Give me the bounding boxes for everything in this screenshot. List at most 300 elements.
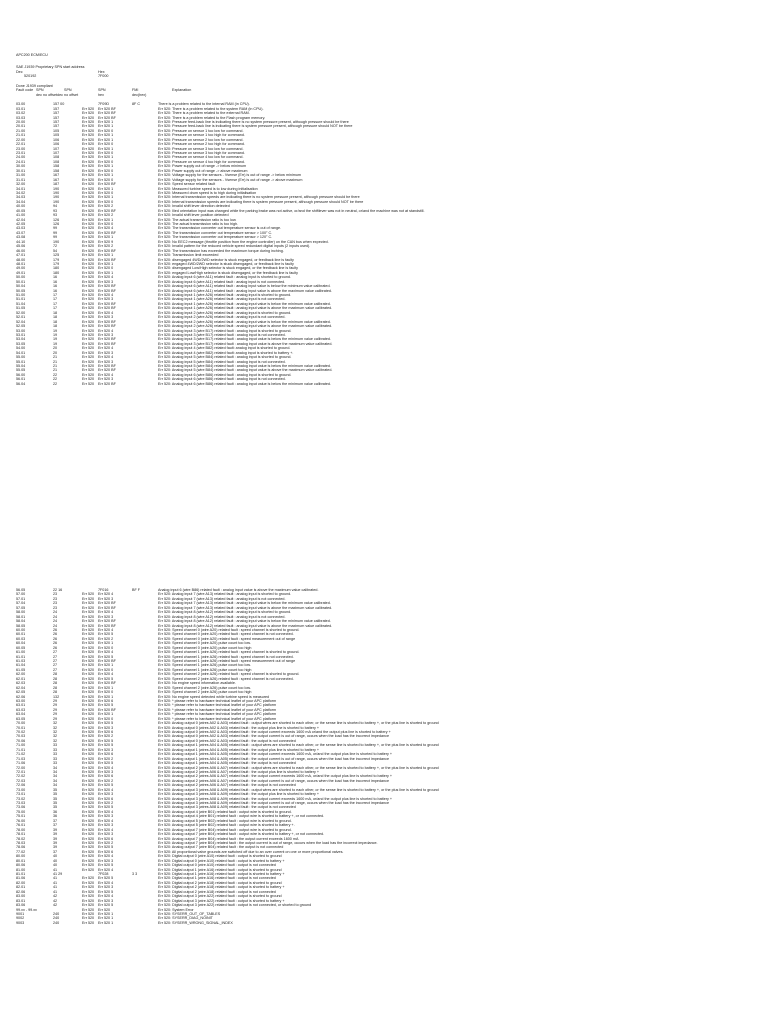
spn-dec-cell: 27 — [53, 650, 58, 655]
explanation-cell: Err 520: System Error — [158, 907, 194, 912]
spn-dec-cell: 190 — [53, 190, 60, 195]
fault-code-cell: 34.02 — [16, 190, 26, 195]
explanation-cell: Err 520: * please refer to hardware technical leaflet of your APC platform — [158, 716, 277, 721]
spn-hex-cell: Err 520 BF — [98, 368, 116, 373]
fault-code-cell: 9003 — [16, 920, 25, 925]
spn-dec-cell: 125 — [53, 253, 60, 258]
spn-hex-cell: Err 520 1 — [98, 261, 114, 266]
fault-code-cell: 56.05 — [16, 588, 26, 592]
spn-hex-cell: Err 520 5 — [98, 889, 114, 894]
fault-code-cell: 82.01 — [16, 885, 26, 890]
spn-col-cell: Err 520 — [82, 337, 95, 342]
fault-code-cell: 71.02 — [16, 752, 26, 757]
explanation-cell: Err 520: Analog input 8 (wire A12) related fault : analog input value is above the maximum value calibrated. — [158, 623, 333, 628]
spn-dec-cell: 105 — [53, 128, 60, 133]
spn-hex-cell: Err 520 BF — [98, 182, 116, 187]
fault-code-cell: 61.05 — [16, 667, 26, 672]
spn-hex-cell: Err 520 BF — [98, 337, 116, 342]
spn-hex-cell: Err 520 3 — [98, 885, 114, 890]
explanation-cell: Err 520: Analog input 4 (wire B82) related fault: analog input is shorted to ground. — [158, 346, 291, 351]
spn-hex-cell: 7F09D — [98, 102, 110, 107]
spn-col-cell: Err 520 — [82, 845, 95, 850]
fault-code-cell: 63.00 — [16, 698, 26, 703]
spn-col-cell: Err 520 — [82, 128, 95, 133]
fault-code-cell: 61.01 — [16, 654, 26, 659]
fault-code-cell: 48.01 — [16, 261, 26, 266]
spn-col-cell: Err 520 — [82, 898, 95, 903]
spn-col-cell: Err 520 — [82, 801, 95, 805]
spn-col-cell: Err 520 — [82, 315, 95, 320]
spn-dec-cell: 28 — [53, 672, 58, 677]
spn-col-cell: Err 520 — [82, 592, 95, 597]
spn-dec-cell: 21 — [53, 364, 58, 368]
spn-dec-cell: 35 — [53, 796, 58, 801]
fault-code-cell: 53.04 — [16, 337, 26, 342]
spn-col-cell: Err 520 — [82, 190, 95, 195]
explanation-cell: Err 520: Analog output 3 (wires A08 & A09) related fault : the output current is out of range, occurs when the load has the incorrect impedance — [158, 801, 390, 805]
fault-code-cell: 53.00 — [16, 328, 26, 333]
fault-code-cell: 75.01 — [16, 814, 26, 819]
spn-col-cell: Err 520 — [82, 672, 95, 677]
address-values: 520192 7F000 — [24, 74, 109, 79]
fault-code-cell: 62.05 — [16, 690, 26, 695]
spn-dec-cell: 35 — [53, 805, 58, 810]
spn-hex-cell: Err 520 4 — [98, 787, 114, 792]
spn-col-cell: Err 520 — [82, 814, 95, 819]
spn-dec-cell: 17 — [53, 297, 58, 302]
spn-hex-cell: Err 520 4 — [98, 226, 114, 231]
spn-dec-cell: 39 — [53, 845, 58, 850]
spn-hex-cell: Err 520 1 — [98, 235, 114, 240]
explanation-cell: Err 520: Pressure feed-back line is indicating there is no system pressure present, although pressure should be there — [158, 119, 349, 124]
document-title: APC200 ECM/ECU — [16, 53, 48, 57]
spn-dec-cell: 21 — [53, 368, 58, 373]
explanation-cell: There is a problem related to the internal RAM (in CPU). — [158, 102, 250, 107]
fault-code-cell: 55.05 — [16, 368, 26, 373]
spn-col-cell: Err 520 — [82, 239, 95, 244]
explanation-cell: Err 520: * please refer to hardware technical leaflet of your APC platform — [158, 707, 277, 712]
spn-dec-cell: 18 — [53, 315, 58, 320]
explanation-cell: Err 520: Pressure on sensor 4 too low for command. — [158, 155, 244, 160]
spn-hex-cell: Err 520 BF — [98, 106, 116, 111]
explanation-cell: Err 520: Digital output 1 (wire A16) related fault : output is shorted to battery + — [158, 872, 285, 876]
explanation-cell: Err 520: Analog output 0 (wires A02 & A03) related fault : the output plus line is shorted to battery + — [158, 725, 320, 730]
spn-dec-cell: 17 — [53, 293, 58, 297]
spn-col-cell: Err 520 — [82, 867, 95, 872]
explanation-cell: Err 520: disengaged Low/High selector is stuck engaged, or the feedback line is faulty — [158, 266, 299, 271]
explanation-cell: Err 520: Analog output 1 (wires A04 & A05) related fault : the output plus line is shorted to battery + — [158, 747, 320, 752]
spn-col-cell: Err 520 — [82, 364, 95, 368]
spn-hex-cell: Err 520 4 — [98, 867, 114, 872]
explanation-cell: Err 520: Analog output 0 (wires A02 & A03) related fault : the output current is out of range, occurs when the load has the incorrect impedance — [158, 734, 390, 739]
explanation-cell: Err 520: Power supply out of range -> below minimum — [158, 164, 247, 169]
spn-dec-cell: 27 — [53, 663, 58, 668]
spn-hex-cell: Err 520 3 — [98, 792, 114, 797]
explanation-cell: Err 520: Speed channel 0 (wire A20) related fault : speed channel is not connected. — [158, 632, 294, 637]
spn-col-cell: Err 520 — [82, 694, 95, 699]
fault-code-cell: 56.04 — [16, 381, 26, 386]
spn-col-cell: Err 520 — [82, 324, 95, 329]
explanation-cell: Err 520: Digital output 2 (wire A18) related fault : output is not connected — [158, 889, 276, 894]
fault-code-cell: 50.00 — [16, 275, 26, 280]
fault-code-cell: 52.01 — [16, 315, 26, 320]
explanation-cell: Err 520: Digital output 3 (wire A22) related fault : output is not connected, or shorted to ground — [158, 903, 312, 908]
fault-code-cell: 57.01 — [16, 596, 26, 601]
spn-hex-cell: Err 520 6 — [98, 849, 114, 854]
document-page-top — [0, 52, 768, 386]
explanation-cell: Err 520: All proportional valve grounds are switched off due to an over current on one or more proportional valves. — [158, 849, 344, 854]
explanation-cell: Err 520: Pressure on sensor 1 too low for command. — [158, 128, 244, 133]
fault-code-cell: 44.10 — [16, 239, 26, 244]
spn-col-cell: Err 520 — [82, 381, 95, 386]
explanation-cell: Err 520: Pressure on sensor 1 too high for command. — [158, 133, 245, 138]
spn-col-cell: Err 520 — [82, 341, 95, 346]
spn-hex-cell: Err 520 4 — [98, 818, 114, 823]
spn-col-cell: Err 520 — [82, 355, 95, 360]
spn-dec-cell: 40 — [53, 858, 58, 863]
spn-hex-cell: Err 520 4 — [98, 894, 114, 899]
spn-dec-cell: 190 — [53, 186, 60, 191]
spn-hex-cell: Err 520 1 — [98, 137, 114, 142]
spn-dec-cell: 40 — [53, 854, 58, 859]
spn-dec-cell: 158 — [53, 168, 60, 173]
explanation-cell: Err 520: Analog input 6 (wire A11) related fault : analog input is shorted to ground. — [158, 275, 291, 280]
fault-code-cell: 78.03 — [16, 840, 26, 845]
spn-hex-cell: Err 520 BF — [98, 230, 116, 235]
spn-hex-cell: Err 520 3 — [98, 279, 114, 284]
spn-hex-cell: Err 520 4 — [98, 310, 114, 315]
explanation-cell: Err 520: Analog output 3 (wires A08 & A09) related fault : output wires are shorted to each other, or the sense line is shorted to battery +, or the plus line is shorted to ground — [158, 787, 439, 792]
fault-code-cell: 55.01 — [16, 359, 26, 364]
explanation-cell: Err 520: Speed channel 0 (wire A20) related fault : speed channel is shorted to ground. — [158, 627, 300, 632]
fault-code-cell: 57.00 — [16, 592, 26, 597]
spn-col-cell: Err 520 — [82, 849, 95, 854]
spn-col-cell: Err 520 — [82, 173, 95, 178]
spn-col-cell: Err 520 — [82, 106, 95, 111]
spn-hex-cell: Err 520 BF — [98, 341, 116, 346]
spn-dec-cell: 32 — [53, 730, 58, 734]
explanation-cell: Err 520: Analog input 1 (wire A26) related fault : analog input is not connected. — [158, 297, 286, 302]
spn-col-cell: Err 520 — [82, 359, 95, 364]
spn-dec-cell: 179 — [53, 261, 60, 266]
spn-hex-cell: Err 520 3 — [98, 898, 114, 903]
fault-code-cell: 78.01 — [16, 832, 26, 837]
explanation-cell: Err 520: The transmission converter out temperature sensor > 120° C. — [158, 235, 273, 240]
spn-dec-cell: 157 — [53, 119, 60, 124]
spn-col-cell: Err 520 — [82, 796, 95, 801]
spn-col-cell: Err 520 — [82, 137, 95, 142]
fault-code-cell: 24.00 — [16, 155, 26, 160]
spn-hex-cell: Err 520 BF — [98, 623, 116, 628]
explanation-cell: Err 520: Analog input 3 (wire B17) related fault : analog input value is below the minimum value calibrated. — [158, 337, 331, 342]
fault-code-cell: 78.06 — [16, 845, 26, 850]
explanation-cell: Err 520: Analog output 7 (wire B04) related fault : the output current is out of range, occurs when the load has the incorrect impedance. — [158, 840, 378, 845]
explanation-cell: Err 520: engaged 4WD/2WD selector is stuck disengaged, or feedback line is faulty — [158, 261, 294, 266]
spn-col-cell: Err 520 — [82, 244, 95, 249]
spn-dec-cell: 26 — [53, 645, 58, 650]
spn-col-cell: Err 520 — [82, 627, 95, 632]
spn-dec-cell: 33 — [53, 756, 58, 761]
spn-col-cell: Err 520 — [82, 636, 95, 641]
spn-hex-cell: Err 520 1 — [98, 217, 114, 222]
spn-hex-cell: Err 520 0 — [98, 168, 114, 173]
explanation-cell: Err 520: Analog input 6 (wire B86) related fault : analog input is not connected. — [158, 377, 286, 382]
explanation-cell: Err 520: Analog output 3 (wires A08 & A09) related fault : the output is not connected — [158, 805, 296, 810]
spn-dec-cell: 28 — [53, 681, 58, 686]
spn-dec-cell: 22 — [53, 381, 58, 386]
explanation-cell: Err 520: Measured turbine speed is to low during initialisation — [158, 186, 258, 191]
spn-hex-cell: Err 520 4 — [98, 328, 114, 333]
spn-hex-cell: Err 520 1 — [98, 173, 114, 178]
spn-col-cell: Err 520 — [82, 663, 95, 668]
explanation-cell: Err 520: Analog output 7 (wire B04) related fault : the output is not connected — [158, 845, 284, 850]
spn-dec-cell: 32 — [53, 721, 58, 726]
fault-code-cell: 72.02 — [16, 774, 26, 779]
spn-hex-cell: Err 520 5 — [98, 743, 114, 748]
spn-dec-cell: 37 — [53, 849, 58, 854]
explanation-cell: Err 520: There is a problem related to the external RAM. — [158, 111, 250, 116]
spn-dec-cell: 157 00 — [53, 102, 65, 107]
spn-hex-cell: Err 520 0 — [98, 159, 114, 164]
explanation-cell: Err 520: Pressure on sensor 3 too low for command. — [158, 146, 244, 151]
spn-hex-cell: Err 520 1 — [98, 119, 114, 124]
spn-col-cell: Err 520 — [82, 297, 95, 302]
spn-col-cell: Err 520 — [82, 115, 95, 120]
spn-dec-cell: 190 — [53, 195, 60, 200]
spn-hex-cell: Err 520 9 — [98, 239, 114, 244]
fault-code-cell: 71.03 — [16, 756, 26, 761]
spn-hex-cell: Err 520 BF — [98, 659, 116, 663]
fault-code-cell: 56.00 — [16, 372, 26, 377]
spn-col-cell: Err 520 — [82, 765, 95, 770]
spn-col-cell: Err 520 — [82, 716, 95, 721]
explanation-cell: Err 520: Voltage supply for the sensors - Vsense (Err) is out of range -> above maximum — [158, 177, 303, 182]
fault-code-cell: 78.00 — [16, 827, 26, 832]
column-subheaders: dec no offsetdec no offset hex dec(hex) — [36, 92, 147, 97]
table-row — [0, 921, 768, 925]
fault-code-cell: 50.05 — [16, 288, 26, 293]
explanation-cell: Err 520: Analog output 0 (wires A02 & A03) related fault : the output is not connected — [158, 738, 296, 743]
spn-hex-cell: Err 520 3 — [98, 614, 114, 619]
spn-dec-cell: 24 — [53, 610, 58, 615]
fault-code-cell: 76.01 — [16, 823, 26, 828]
spn-dec-cell: 20 — [53, 350, 58, 355]
spn-col-cell: Err 520 — [82, 832, 95, 837]
explanation-cell: Err 520: Digital output 2 (wire A18) related fault : output is shorted to battery + — [158, 885, 285, 890]
explanation-cell: Err 520: Analog input 8 (wire A12) related fault : analog input value is below the minimum value calibrated. — [158, 619, 331, 624]
spn-dec-cell: 27 — [53, 654, 58, 659]
spn-dec-cell: 23 — [53, 601, 58, 606]
spn-dec-cell: 26 — [53, 641, 58, 646]
spn-col-cell: Err 520 — [82, 725, 95, 730]
spn-col-cell: Err 520 — [82, 761, 95, 766]
spn-dec-cell: 37 — [53, 823, 58, 828]
spn-dec-cell: 126 — [53, 222, 60, 226]
spn-dec-cell: 158 — [53, 164, 60, 169]
fault-code-cell: 82.06 — [16, 889, 26, 894]
spn-col-cell: Err 520 — [82, 248, 95, 253]
spn-hex-cell: Err 520 BF — [98, 319, 116, 324]
spn-dec-cell: 23 — [53, 605, 58, 610]
fault-code-cell: 9002 — [16, 916, 25, 921]
fault-code-cell: 03.03 — [16, 115, 26, 120]
spn-col-cell: Err 520 — [82, 774, 95, 779]
fault-code-cell: 73.02 — [16, 796, 26, 801]
fault-code-cell: 62.00 — [16, 672, 26, 677]
spn-dec-cell: 34 — [53, 765, 58, 770]
spn-hex-cell: Err 520 5 — [98, 703, 114, 708]
explanation-cell: Err 520: Internal transmission speeds are indicating there is system pressure present, although pressure should NOT be there — [158, 199, 364, 204]
fault-code-cell: 63.05 — [16, 716, 26, 721]
fault-code-cell: 31.01 — [16, 177, 26, 182]
explanation-cell: Err 520: Analog input 4 (wire B82) related fault: analog input is shorted to battery +. — [158, 350, 294, 355]
spn-col-cell: Err 520 — [82, 208, 95, 213]
explanation-cell: Err 520: No engine speed information available. — [158, 681, 236, 686]
explanation-cell: Err 520: Measured drum speed is to high during initialisation — [158, 190, 257, 195]
spn-col-cell: Err 520 — [82, 164, 95, 169]
spn-col-cell: Err 520 — [82, 614, 95, 619]
spn-dec-cell: 157 — [53, 106, 60, 111]
spn-hex-cell: Err 520 1 — [98, 186, 114, 191]
spn-col-cell: Err 520 — [82, 650, 95, 655]
spn-dec-cell: 33 — [53, 752, 58, 757]
spn-col-cell: Err 520 — [82, 168, 95, 173]
spn-col-cell: Err 520 — [82, 787, 95, 792]
spn-col-cell: Err 520 — [82, 730, 95, 734]
explanation-cell: Err 520: Analog input 2 (wire A26) related fault : analog input value is below the minimum value calibrated. — [158, 319, 331, 324]
spn-dec-cell: 42 — [53, 903, 58, 908]
explanation-cell: Err 520: * please refer to hardware technical leaflet of your APC platform — [158, 703, 277, 708]
fault-code-cell: 55.04 — [16, 364, 26, 368]
spn-hex-cell: Err 520 6 — [98, 774, 114, 779]
spn-col-cell: Err 520 — [82, 301, 95, 306]
explanation-cell: Err 520: Analog output 5 (wire B02) related fault : output wire is shorted to ground. — [158, 818, 292, 823]
spn-hex-cell: Err 520 4 — [98, 275, 114, 280]
spn-hex-cell: Err 520 1 — [98, 146, 114, 151]
explanation-cell: Err 520: Analog output 2 (wires A06 & A07) related fault : output wires are shorted to each other, or the sense line is shorted to battery +, or the plus line is shorted to ground — [158, 765, 439, 770]
spn-dec-cell: 190 — [53, 199, 60, 204]
explanation-cell: Err 520: Analog input 1 (wire A26) related fault : analog input value is above the maximum value calibrated. — [158, 306, 333, 311]
spn-col-cell: Err 520 — [82, 769, 95, 774]
explanation-cell: Err 520: Analog input 7 (wire A13) related fault : analog input is shorted to ground. — [158, 592, 292, 597]
spn-hex-cell: Err 520 6 — [98, 730, 114, 734]
spn-col-cell: Err 520 — [82, 253, 95, 258]
spn-hex-cell: Err 520 3 — [98, 315, 114, 320]
fault-code-cell: 83.01 — [16, 898, 26, 903]
spn-hex-cell: Err 520 2 — [98, 756, 114, 761]
spn-hex-cell: Err 520 5 — [98, 783, 114, 788]
fault-code-cell: 81.00 — [16, 867, 26, 872]
fault-code-cell: 34.04 — [16, 199, 26, 204]
spn-dec-cell: 35 — [53, 801, 58, 805]
spn-dec-cell: 20 — [53, 346, 58, 351]
fault-code-cell: 43.03 — [16, 226, 26, 231]
fault-code-cell: 57.04 — [16, 601, 26, 606]
spn-hex-cell: Err 520 3 — [98, 769, 114, 774]
spn-col-cell: Err 520 — [82, 698, 95, 703]
spn-col-cell: Err 520 — [82, 332, 95, 337]
spn-col-cell: Err 520 — [82, 186, 95, 191]
fault-code-cell: 52.00 — [16, 310, 26, 315]
fault-code-cell: 40.05 — [16, 208, 26, 213]
fault-code-cell: 80.06 — [16, 863, 26, 868]
explanation-cell: Err 520: Analog output 0 (wires A02 & A03) related fault : output wires are shorted to each other, or the sense line is shorted to battery +, or the plus line is shorted to ground — [158, 721, 439, 726]
fault-code-cell: 54.00 — [16, 346, 26, 351]
spn-dec-cell: 21 — [53, 355, 58, 360]
spn-hex-cell: Err 520 BF — [98, 681, 116, 686]
explanation-cell: Err 520: Pressure on sensor 2 too high for command. — [158, 142, 245, 147]
fault-table-bottom — [0, 588, 768, 925]
spn-hex-cell: Err 520 0 — [98, 645, 114, 650]
spn-col-cell: Err 520 — [82, 876, 95, 881]
fault-code-cell: 70.01 — [16, 725, 26, 730]
spn-dec-cell: 94 — [53, 204, 58, 209]
explanation-cell: Err 520: Analog output 1 (wires A04 & A05) related fault : the output current exceeds 1600 mA, or/and the output plus line is shorted to battery + — [158, 752, 392, 757]
fault-code-cell: 60.04 — [16, 641, 26, 646]
fault-code-cell: 73.06 — [16, 805, 26, 810]
spn-hex-cell: Err 520 6 — [98, 836, 114, 841]
spn-col-cell: Err 520 — [82, 182, 95, 187]
explanation-cell: Err 520: Speed channel 1 (wire A26) related fault : speed channel is shorted to ground. — [158, 650, 300, 655]
protocol-line: SAE J1939 Proprietary SPN start address — [16, 64, 85, 69]
spn-hex-cell: Err 520 4 — [98, 627, 114, 632]
spn-col-cell: Err 520 — [82, 270, 95, 275]
spn-dec-cell: 107 — [53, 146, 60, 151]
spn-hex-cell: Err 520 1 — [98, 155, 114, 160]
explanation-cell: Err 520: Speed channel 2 (wire A26) pulse count too high — [158, 690, 252, 695]
spn-dec-cell: 26 — [53, 636, 58, 641]
spn-dec-cell: 99 — [53, 230, 58, 235]
spn-col-cell: Err 520 — [82, 372, 95, 377]
spn-hex-cell: Err 520 3 — [98, 332, 114, 337]
spn-dec-cell: 21 — [53, 359, 58, 364]
spn-dec-cell: 132 — [53, 694, 60, 699]
spn-col-cell: Err 520 — [82, 911, 95, 916]
spn-hex-cell: Err 520 BF — [98, 707, 116, 712]
spn-hex-cell: Err 520 BF — [98, 605, 116, 610]
spn-col-cell: Err 520 — [82, 261, 95, 266]
spn-hex-cell: Err 520 — [98, 907, 111, 912]
spn-hex-cell: Err 520 5 — [98, 738, 114, 743]
spn-col-cell: Err 520 — [82, 146, 95, 151]
spn-hex-cell: Err 520 3 — [98, 823, 114, 828]
spn-col-cell: Err 520 — [82, 783, 95, 788]
spn-hex-cell: Err 520 1 — [98, 195, 114, 200]
spn-dec-cell: 39 — [53, 836, 58, 841]
fault-code-cell: 71.00 — [16, 743, 26, 748]
spn-hex-cell: Err 520 4 — [98, 293, 114, 297]
fault-code-cell: 58.05 — [16, 623, 26, 628]
spn-col-cell: Err 520 — [82, 619, 95, 624]
explanation-cell: Err 520: Digital output 0 (wire A10) related fault : output is shorted to battery + — [158, 858, 285, 863]
spn-hex-cell: Err 520 BF — [98, 111, 116, 116]
spn-dec-cell: 42 — [53, 894, 58, 899]
fault-code-cell: 47.01 — [16, 253, 26, 258]
spn-dec-cell: 29 — [53, 712, 58, 717]
table-row — [0, 382, 768, 386]
spn-dec-cell: 41 — [53, 867, 58, 872]
spn-dec-cell: 167 — [53, 177, 60, 182]
spn-dec-cell: 18 — [53, 310, 58, 315]
compliance-note: Done J1939 compliant — [16, 83, 53, 88]
spn-hex-cell: Err 520 1 — [98, 911, 114, 916]
spn-col-cell: Err 520 — [82, 235, 95, 240]
spn-col-cell: Err 520 — [82, 676, 95, 681]
spn-col-cell: Err 520 — [82, 133, 95, 138]
address-labels: Dec Hex — [16, 70, 105, 74]
explanation-cell: Err 520: Analog output 1 (wires A04 & A05) related fault : output wires are shorted to each other, or the sense line is shorted to battery +, or the plus line is shorted to ground — [158, 743, 439, 748]
fault-code-cell: 50.01 — [16, 279, 26, 284]
